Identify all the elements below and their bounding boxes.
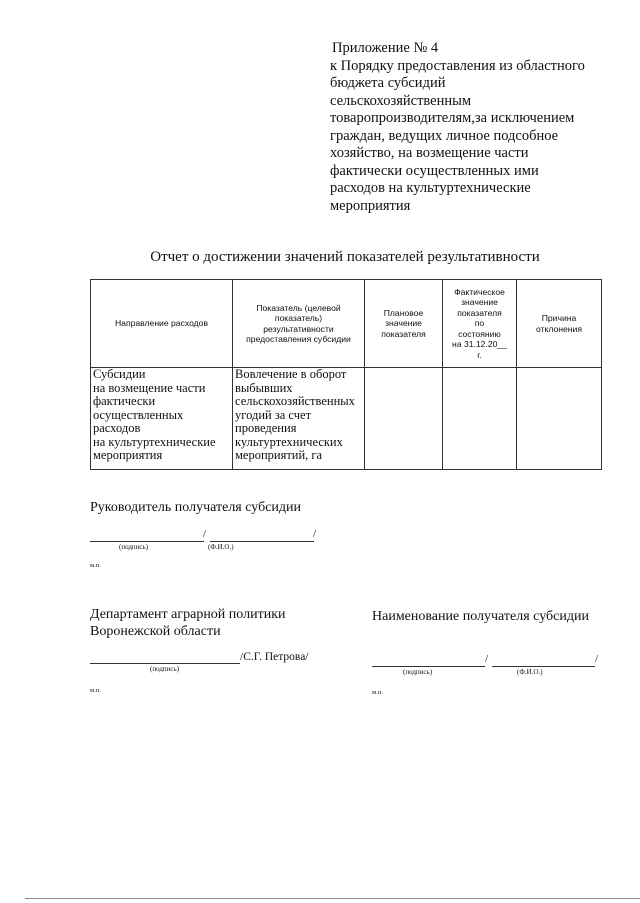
header-planned: Плановое значение показателя	[365, 280, 443, 368]
table-header-row	[91, 280, 602, 368]
department-title-line: Воронежской области	[90, 624, 221, 639]
header-indicator: Показатель (целевой показатель) результативности предоставления субсидии	[233, 280, 365, 368]
cell-planned	[365, 368, 443, 470]
appendix-line: расходов на культуртехнические	[330, 180, 531, 196]
appendix-line: граждан, ведущих личное подсобное	[330, 127, 559, 144]
appendix-line: Приложение № 4	[332, 40, 439, 56]
caption-fio: (Ф.И.О.)	[208, 543, 234, 551]
department-signer: /С.Г. Петрова/	[240, 651, 309, 663]
table-row	[91, 368, 602, 470]
head-title: Руководитель получателя субсидии	[90, 500, 302, 515]
recipient-signature-line	[372, 666, 485, 667]
recipient-title: Наименование получателя субсидии	[372, 609, 589, 624]
recipient-fio-line	[492, 666, 595, 667]
appendix-header	[330, 40, 630, 215]
appendix-line: сельскохозяйственным	[330, 92, 472, 109]
header-direction: Направление расходов	[91, 280, 233, 368]
report-title: Отчет о достижении значений показателей результативности	[150, 249, 540, 265]
stamp-place: м.п.	[90, 687, 101, 694]
department-signature-line	[90, 663, 240, 664]
slash: /	[313, 528, 317, 540]
cell-direction: Субсидии на возмещение части фактически осуществленных расходов на культуртехнические мероприятия	[91, 368, 233, 470]
appendix-line: мероприятия	[330, 197, 411, 214]
signature-line	[90, 541, 204, 542]
slash: /	[485, 653, 489, 665]
fio-line	[210, 541, 314, 542]
report-table	[90, 279, 602, 470]
department-title-line: Департамент аграрной политики	[90, 607, 286, 622]
cell-indicator: Вовлечение в оборот выбывших сельскохозяйственных угодий за счет проведения культуртехнических мероприятий, га	[233, 368, 365, 470]
appendix-line: бюджета субсидий	[330, 75, 446, 91]
caption-signature: (подпись)	[403, 668, 433, 676]
scan-edge-line	[25, 898, 640, 899]
caption-signature: (подпись)	[150, 665, 180, 673]
appendix-line: к Порядку предоставления из областного	[330, 57, 585, 74]
cell-actual	[443, 368, 517, 470]
header-reason: Причина отклонения	[517, 280, 602, 368]
stamp-place: м.п.	[372, 689, 383, 696]
appendix-line: товаропроизводителям,за исключением	[330, 110, 575, 126]
caption-fio: (Ф.И.О.)	[517, 668, 543, 676]
header-actual: Фактическое значение показателя по состоянию на 31.12.20__ г.	[443, 280, 517, 368]
cell-reason	[517, 368, 602, 470]
appendix-line: фактически осуществленных ими	[330, 162, 539, 179]
slash: /	[203, 528, 207, 540]
slash: /	[595, 653, 599, 665]
appendix-line: хозяйство, на возмещение части	[330, 145, 529, 161]
stamp-place: м.п.	[90, 562, 101, 569]
caption-signature: (подпись)	[119, 543, 149, 551]
